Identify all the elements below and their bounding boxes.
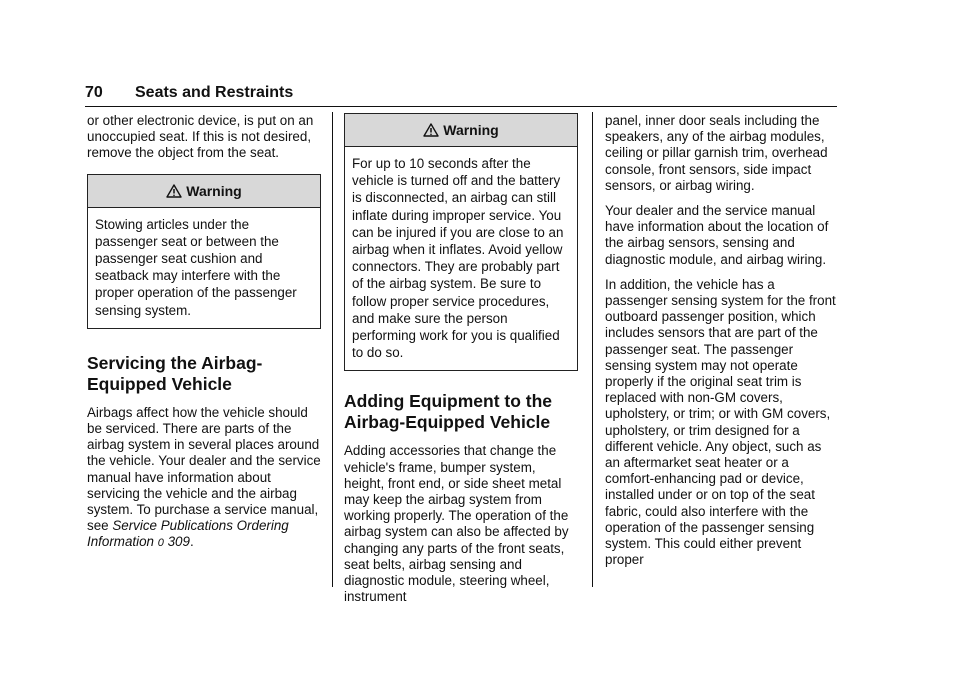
warning-box-1 [87, 174, 321, 329]
column-divider-1 [332, 112, 333, 587]
paragraph-1: panel, inner door seals including the speakers, any of the airbag modules, ceiling or pillar garnish trim, overhead console, front sensors, side impact sensors, or airbag wiring. [605, 113, 828, 193]
warning-label: Warning [186, 182, 242, 199]
section-heading-servicing: Servicing the Airbag-Equipped Vehicle [87, 352, 263, 394]
warning-triangle-icon [423, 123, 439, 137]
warning-text: Stowing articles under the passenger seat or between the passenger seat cushion and seatback may interfere with the proper operation of the passenger sensing system. [95, 216, 297, 318]
servicing-body: Airbags affect how the vehicle should be serviced. There are parts of the airbag system in several places around the vehicle. Your dealer and the service manual have information about servicing the vehicle and the airbag system. To purchase a service manual, see [87, 404, 321, 534]
warning-header [88, 175, 320, 208]
paragraph-3: In addition, the vehicle has a passenger sensing system for the front outboard passenger position, which includes sensors that are part of the passenger seat. The passenger sensing system may not operate properly if the original seat trim is replaced with non-GM covers, upholstery, or trim; or with GM covers, upholstery, or trim designed for a different vehicle. Any object, such as an aftermarket seat heater or a comfort-enhancing pad or device, installed under or on top of the seat fabric, could also interfere with the operation of the passenger sensing system. This could either prevent proper [605, 276, 836, 568]
column-divider-2 [592, 112, 593, 587]
page-arrow-icon: 0 [157, 537, 164, 550]
intro-paragraph: or other electronic device, is put on an unoccupied seat. If this is not desired, remove the object from the seat. [87, 113, 314, 161]
column-1 [87, 113, 321, 561]
section-heading-adding-equipment: Adding Equipment to the Airbag-Equipped Vehicle [344, 391, 553, 433]
header-rule [85, 106, 837, 107]
warning-header [345, 114, 577, 147]
page-reference-number: 309 [167, 534, 190, 550]
warning-text: For up to 10 seconds after the vehicle is turned off and the battery is disconnected, an airbag can still inflate during improper service. You can be injured if you are close to an airbag when it inflates. Avoid yellow connectors. They are probably part of the airbag system. Be sure to follow proper service procedures, and make sure the person performing work for you is qualified to do so. [352, 156, 564, 361]
warning-triangle-icon [166, 184, 182, 198]
section-title: Seats and Restraints [135, 84, 294, 101]
column-3 [605, 113, 839, 577]
warning-box-2 [344, 113, 578, 371]
servicing-paragraph [87, 405, 321, 552]
page-number: 70 [85, 84, 103, 101]
column-2 [344, 113, 578, 614]
paragraph-2: Your dealer and the service manual have information about the location of the airbag sensors, sensing and diagnostic module, and airbag wiring. [605, 203, 829, 267]
service-publications-link[interactable]: Service Publications Ordering Information [87, 518, 289, 550]
page-reference[interactable] [158, 534, 190, 549]
warning-label: Warning [443, 122, 499, 138]
adding-equipment-paragraph: Adding accessories that change the vehicle's frame, bumper system, height, front end, or side sheet metal may keep the airbag system from working properly. The operation of the airbag system can also be affected by changing any parts of the front seats, seat belts, airbag sensing and diagnostic module, steering wheel, instrument [344, 443, 569, 605]
ref-end: . [189, 534, 194, 550]
page-header [85, 82, 837, 108]
